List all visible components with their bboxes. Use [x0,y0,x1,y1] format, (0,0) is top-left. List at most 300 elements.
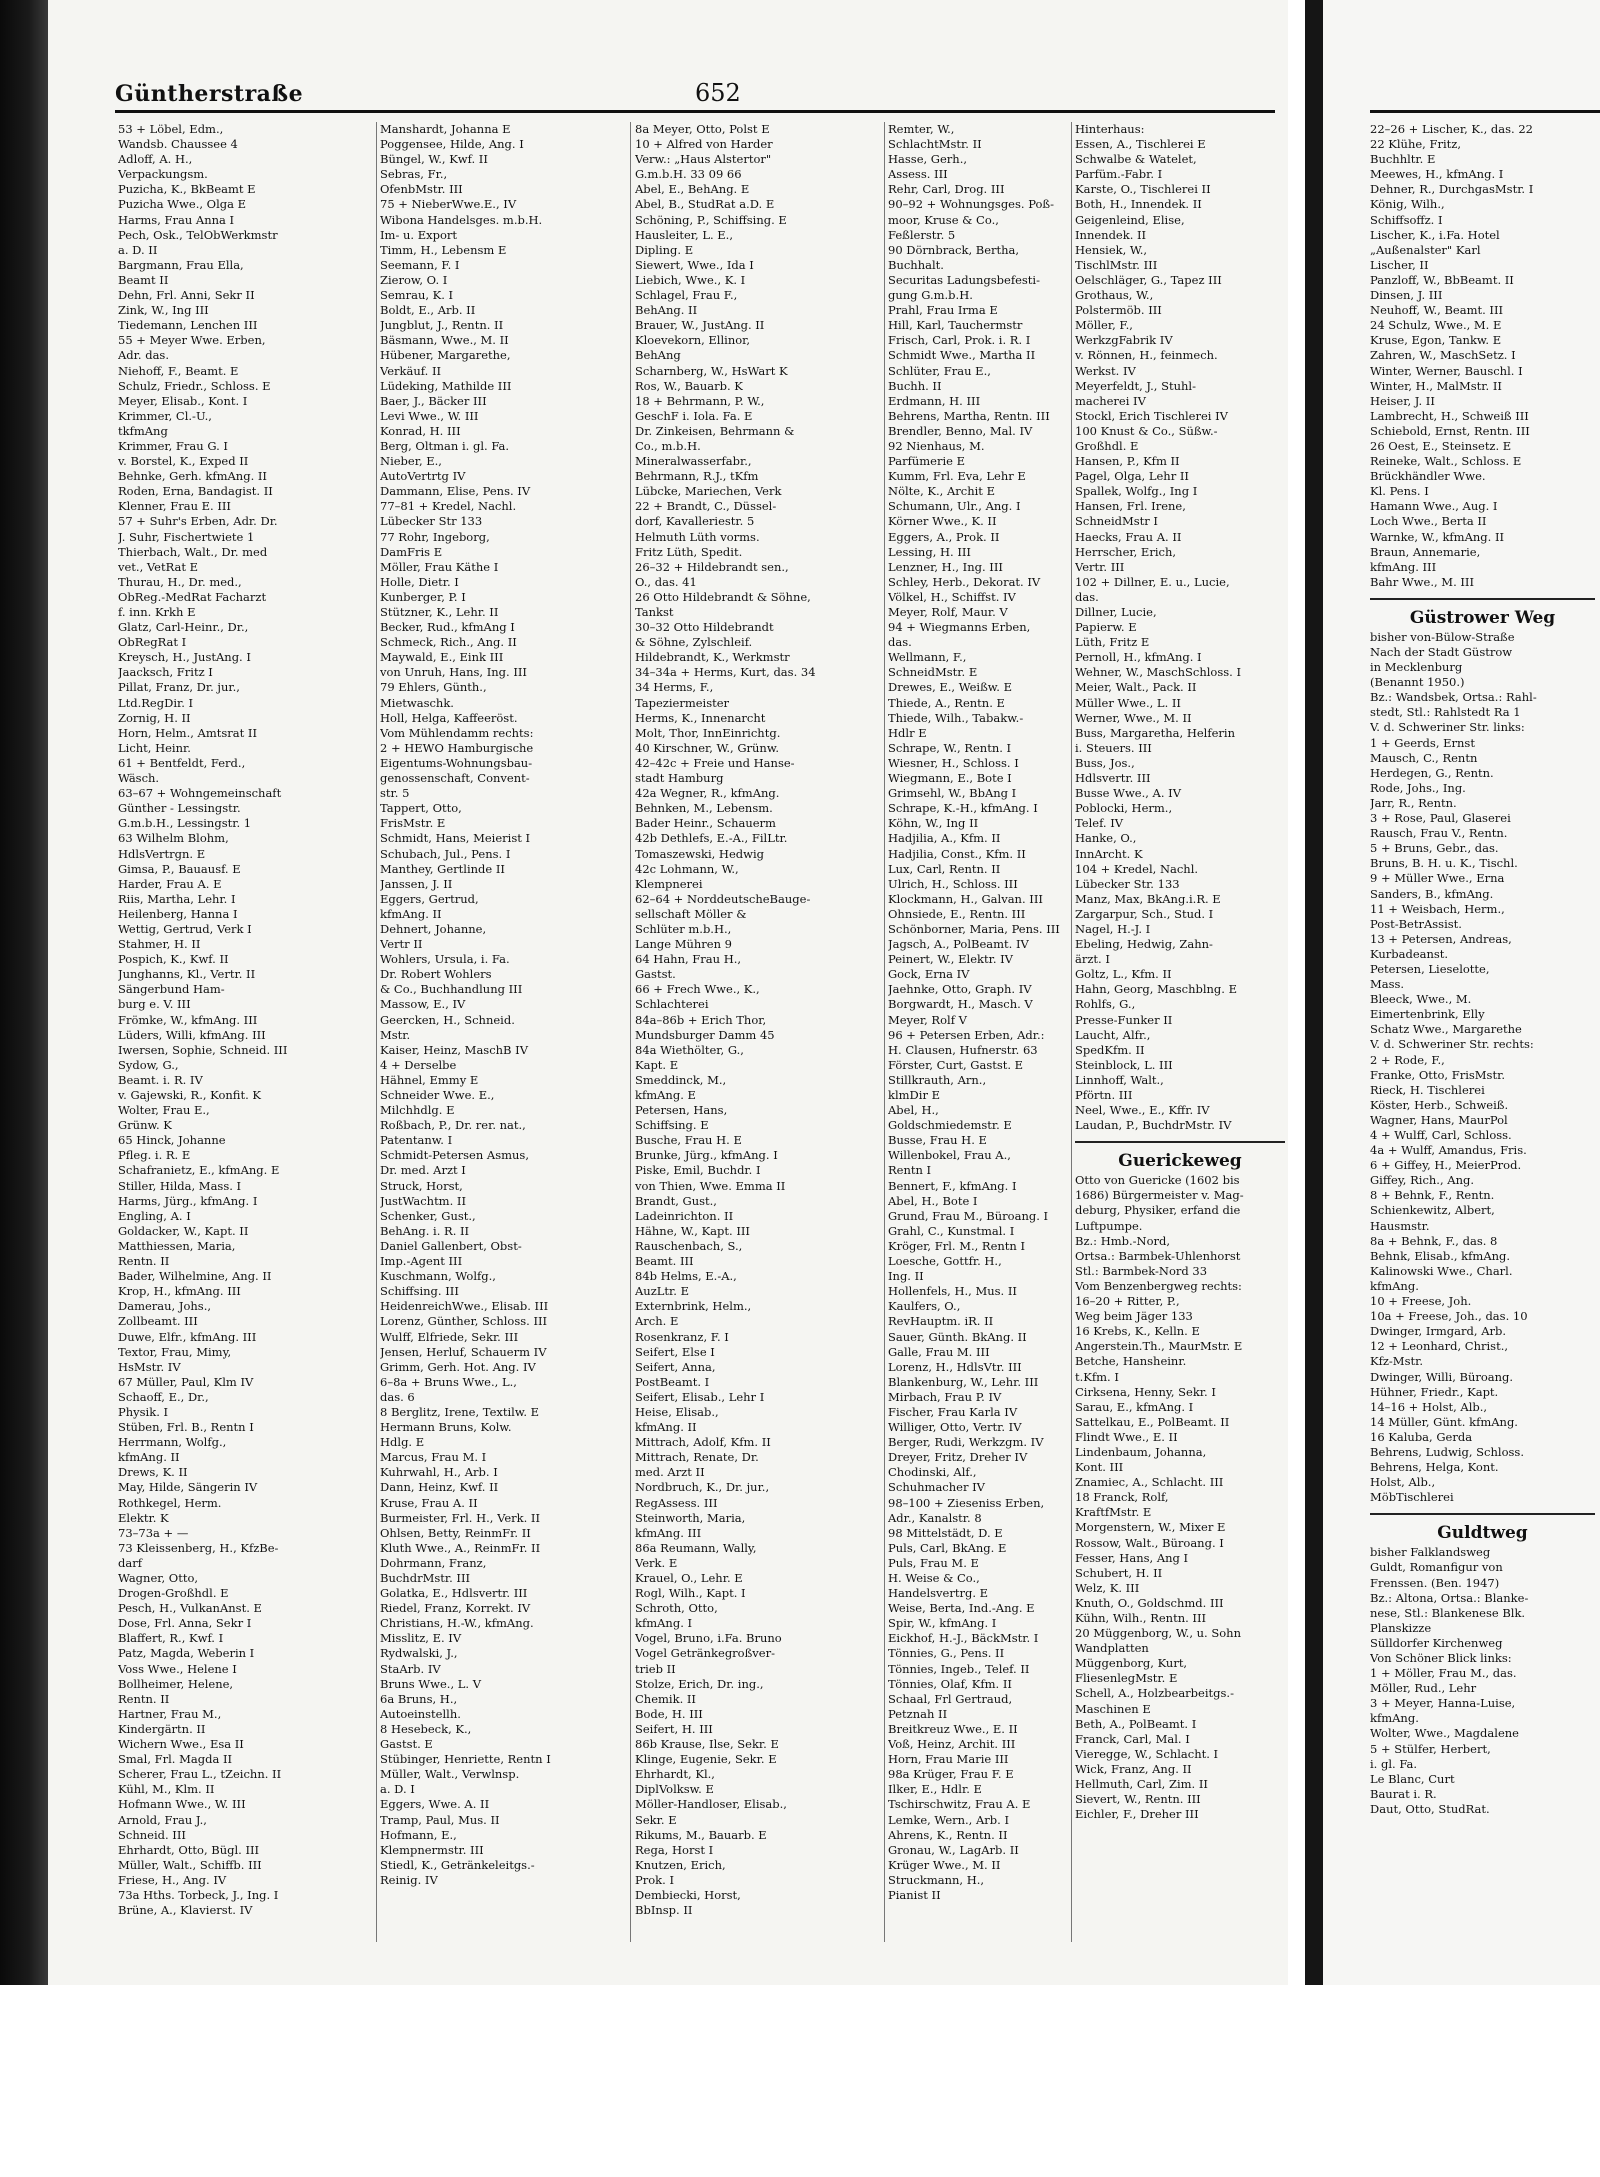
directory-entry: Brunke, Jürg., kfmAng. I [635,1148,778,1163]
directory-entry: 2 + Rode, F., [1370,1052,1445,1067]
directory-entry: Scharnberg, W., HsWart K [635,363,788,378]
directory-entry: Petersen, Lieselotte, [1370,961,1490,976]
directory-entry: Linnhoff, Walt., [1075,1072,1164,1087]
directory-entry: t.Kfm. I [1075,1369,1119,1384]
directory-entry: 77–81 + Kredel, Nachl. [380,499,517,514]
directory-entry: Seemann, F. I [380,257,460,272]
directory-entry: Neuhoff, W., Beamt. III [1370,303,1504,318]
directory-entry: Parfüm.-Fabr. I [1075,167,1163,182]
directory-entry: J. Suhr, Fischertwiete 1 [118,529,255,544]
directory-entry: Frömke, W., kfmAng. III [118,1012,258,1027]
directory-entry: Hildebrandt, K., Werkmstr [635,650,790,665]
directory-entry: Christians, H.-W., kfmAng. [380,1616,534,1631]
directory-entry: 5 + Bruns, Gebr., das. [1370,841,1499,856]
directory-entry: WerkzgFabrik IV [1075,333,1173,348]
directory-entry: Dillner, Lucie, [1075,605,1157,619]
directory-entry: Patz, Magda, Weberin I [118,1646,255,1661]
directory-entry: Marcus, Frau M. I [380,1450,487,1465]
directory-entry: Mietwaschk. [380,695,454,710]
directory-entry: Bz.: Hmb.-Nord, [1075,1233,1171,1248]
directory-entry: Stiedl, K., Getränkeleitgs.- [380,1857,535,1872]
directory-entry: Parfümerie E [888,454,965,469]
street-heading: Guldtweg [1437,1523,1528,1544]
directory-entry: Feßlerstr. 5 [888,227,956,242]
directory-entry: 22 + Brandt, C., Düssel- [635,499,777,514]
scan-bottom-margin [0,1985,1600,2177]
directory-entry: Polstermöb. III [1075,303,1162,318]
directory-entry: Chodinski, Alf., [888,1465,977,1480]
directory-entry: Fritz Lüth, Spedit. [635,544,743,559]
directory-entry: Tomaszewski, Hedwig [635,846,765,861]
directory-entry: das. [1075,589,1099,604]
directory-entry: Verpackungsm. [118,167,208,182]
directory-entry: Zornig, H. II [118,710,191,725]
directory-entry: Spir, W., kfmAng. I [888,1616,997,1631]
directory-entry: Mittrach, Adolf, Kfm. II [635,1435,771,1450]
directory-entry: Fischer, Frau Karla IV [888,1404,1018,1419]
directory-entry: Schmidt Wwe., Martha II [888,348,1036,363]
directory-entry: Smeddinck, M., [635,1072,727,1087]
directory-entry: AuzLtr. E [635,1284,689,1299]
directory-entry: HsMstr. IV [118,1359,181,1374]
directory-entry: 4 + Wulff, Carl, Schloss. [1370,1128,1512,1142]
directory-entry: Kindergärtn. II [118,1721,206,1736]
directory-entry: Ltd.RegDir. I [118,695,194,710]
directory-entry: Holle, Dietr. I [380,574,459,589]
directory-entry: Blaffert, R., Kwf. I [118,1631,224,1646]
directory-entry: Grund, Frau M., Büroang. I [888,1208,1049,1223]
directory-entry: Buchhalt. [888,257,944,272]
directory-entry: Hadjilia, A., Kfm. II [888,831,1001,846]
directory-entry: Schell, A., Holzbearbeitgs.- [1075,1686,1234,1701]
directory-entry: Milchhdlg. E [380,1103,455,1118]
directory-entry: Borgwardt, H., Masch. V [888,997,1033,1012]
directory-entry: FliesenlegMstr. E [1075,1671,1178,1686]
directory-entry: gung G.m.b.H. [888,288,973,303]
directory-entry: 63 Wilhelm Blohm, [118,831,229,846]
directory-entry: MöbTischlerei [1370,1490,1454,1505]
directory-entry: Vom Benzenbergweg rechts: [1075,1278,1242,1293]
facing-header-rule [1370,110,1600,113]
directory-entry: Vertr. III [1075,559,1125,574]
directory-entry: Nagel, H.-J. I [1075,921,1151,936]
directory-entry: Manz, Max, BkAng.i.R. E [1075,891,1221,906]
directory-entry: Schlüter m.b.H., [635,921,732,936]
directory-entry: Blankenburg, W., Lehr. III [888,1374,1039,1389]
directory-entry: 73 Kleissenberg, H., KfzBe- [118,1540,279,1555]
directory-entry: Seifert, H. III [635,1721,713,1736]
directory-entry: Bollheimer, Helene, [118,1676,234,1691]
directory-entry: Mundsburger Damm 45 [635,1027,775,1042]
directory-entry: König, Wilh., [1370,197,1445,212]
directory-entry: Ortsa.: Barmbek-Uhlenhorst [1075,1248,1241,1263]
column-divider [1071,122,1072,1942]
directory-entry: moor, Kruse & Co., [888,212,999,227]
directory-entry: a. D. I [380,1782,415,1797]
directory-entry: 62–64 + NorddeutscheBauge- [635,891,811,906]
directory-entry: Grünw. K [118,1118,172,1133]
directory-entry: Köster, Herb., Schweiß. [1370,1097,1509,1112]
directory-entry: PostBeamt. I [635,1374,710,1389]
directory-entry: Kühl, M., Klm. II [118,1782,215,1797]
directory-entry: 55 + Meyer Wwe. Erben, [118,333,266,348]
directory-entry: G.m.b.H. 33 09 66 [635,167,742,182]
directory-entry: Kuhrwahl, H., Arb. I [380,1465,498,1480]
directory-entry: Dehnert, Johanne, [380,921,487,936]
directory-entry: Jarr, R., Rentn. [1370,795,1457,810]
directory-entry: Laudan, P., BuchdrMstr. IV [1075,1118,1232,1133]
directory-entry: Gimsa, P., Bauausf. E [118,861,241,876]
directory-entry: Herrmann, Wolfg., [118,1435,227,1450]
directory-entry: Massow, E., IV [380,997,466,1012]
directory-entry: 42b Dethlefs, E.-A., FilLtr. [635,831,788,846]
directory-entry: Holst, Alb., [1370,1475,1436,1490]
directory-entry: Lange Mühren 9 [635,937,732,952]
directory-entry: tkfmAng [118,423,168,438]
directory-entry: Pernoll, H., kfmAng. I [1075,650,1202,665]
directory-entry: Hdlr E [888,725,927,740]
directory-entry: Ros, W., Bauarb. K [635,378,743,393]
directory-entry: 42c Lohmann, W., [635,861,739,876]
directory-entry: 92 Nienhaus, M. [888,438,985,453]
directory-entry: Semrau, K. I [380,288,454,303]
directory-entry: 10a + Freese, Joh., das. 10 [1370,1309,1528,1324]
directory-entry: 22 Klühe, Fritz, [1370,137,1461,152]
directory-entry: Thiede, Wilh., Tabakw.- [888,710,1024,725]
directory-entry: Ing. II [888,1269,924,1284]
directory-entry: Jagsch, A., PolBeamt. IV [888,937,1029,952]
directory-entry: Schaal, Frl Gertraud, [888,1691,1013,1706]
directory-entry: Von Schöner Blick links: [1370,1651,1512,1665]
directory-entry: 40 Kirschner, W., Grünw. [635,740,779,755]
directory-entry: Riis, Martha, Lehr. I [118,891,236,906]
directory-entry: Sängerbund Ham- [118,982,225,997]
directory-entry: Puls, Carl, BkAng. E [888,1540,1007,1555]
directory-entry: Papierw. E [1075,620,1137,635]
directory-entry: Loch Wwe., Berta II [1370,514,1487,529]
directory-entry: Grimsehl, W., BbAng I [888,786,1017,801]
directory-entry: v. Gajewski, R., Konfit. K [118,1088,261,1102]
directory-entry: Willenbokel, Frau A., [888,1148,1011,1163]
directory-entry: Schönborner, Maria, Pens. III [888,921,1060,936]
directory-entry: Lübecker Str 133 [380,514,483,529]
directory-entry: Bader Heinr., Schauerm [635,816,776,831]
directory-entry: Wohlers, Ursula, i. Fa. [380,952,510,967]
directory-entry: Frenssen. (Ben. 1947) [1370,1575,1500,1590]
directory-entry: 26 Oest, E., Steinsetz. E [1370,438,1512,453]
directory-entry: Niehoff, F., Beamt. E [118,363,239,378]
directory-entry: RegAssess. III [635,1495,718,1510]
directory-entry: Otto von Guericke (1602 bis [1075,1173,1240,1188]
directory-entry: 10 + Alfred von Harder [635,137,773,152]
directory-entry: Zollbeamt. III [118,1314,198,1329]
directory-entry: Drews, K. II [118,1465,188,1480]
directory-entry: Lenzner, H., Ing. III [888,559,1003,574]
directory-entry: Herrscher, Erich, [1075,544,1177,559]
directory-entry: Klockmann, H., Galvan. III [888,891,1043,906]
directory-entry: BehAng. i. R. II [380,1223,470,1238]
directory-entry: Laucht, Alfr., [1075,1027,1151,1042]
directory-entry: Maschinen E [1075,1701,1151,1716]
directory-entry: Presse-Funker II [1075,1012,1173,1027]
directory-entry: Wolter, Wwe., Magdalene [1370,1726,1519,1741]
directory-entry: Helmuth Lüth vorms. [635,529,760,544]
directory-entry: Rode, Johs., Ing. [1370,780,1466,795]
directory-entry: Wiesner, H., Schloss. I [888,755,1019,770]
directory-entry: Schneider Wwe. E., [380,1088,495,1102]
directory-entry: 1 + Möller, Frau M., das. [1370,1666,1517,1681]
directory-entry: H. Weise & Co., [888,1571,980,1585]
directory-entry: 42–42c + Freie und Hanse- [635,755,795,770]
street-heading: Guerickeweg [1118,1151,1242,1172]
directory-entry: Lemke, Wern., Arb. I [888,1812,1010,1827]
directory-entry: 4 + Derselbe [380,1057,457,1072]
directory-entry: Vogel, Bruno, i.Fa. Bruno [635,1631,782,1646]
directory-entry: Wellmann, F., [888,650,967,665]
directory-entry: 4a + Wulff, Amandus, Fris. [1370,1143,1527,1158]
directory-entry: Wäsch. [118,771,160,786]
directory-entry: a. D. II [118,242,158,257]
directory-entry: Seifert, Anna, [635,1359,716,1374]
directory-entry: Hadjilia, Const., Kfm. II [888,846,1026,861]
directory-entry: Förster, Curt, Gastst. E [888,1057,1024,1072]
directory-entry: Zink, W., Ing III [118,303,209,318]
directory-entry: Krimmer, Cl.-U., [118,408,212,423]
directory-entry: Vieregge, W., Schlacht. I [1075,1746,1219,1761]
directory-entry: Poblocki, Herm., [1075,801,1173,816]
directory-entry: Jensen, Herluf, Schauerm IV [380,1344,547,1359]
directory-entry: 3 + Rose, Paul, Glaserei [1370,811,1511,826]
directory-entry: 11 + Weisbach, Herm., [1370,901,1505,916]
directory-entry: Eigentums-Wohnungsbau- [380,755,533,770]
directory-entry: Hühner, Friedr., Kapt. [1370,1384,1499,1399]
directory-entry: Jaacksch, Fritz I [118,665,213,680]
directory-entry: Braun, Annemarie, [1370,544,1481,559]
directory-entry: stedt, Stl.: Rahlstedt Ra 1 [1370,705,1521,720]
directory-entry: Janssen, J. II [380,876,453,891]
directory-entry: 18 + Behrmann, P. W., [635,393,765,408]
directory-entry: Sülldorfer Kirchenweg [1370,1635,1503,1650]
directory-entry: Sattelkau, E., PolBeamt. II [1075,1414,1230,1429]
directory-entry: JustWachtm. II [380,1193,466,1208]
directory-entry: Rieck, H. Tischlerei [1370,1082,1485,1097]
directory-entry: kfmAng. [1370,1278,1419,1293]
directory-entry: Busse, Frau H. E [888,1133,987,1148]
directory-entry: Hanke, O., [1075,831,1137,846]
directory-entry: Winter, Werner, Bauschl. I [1370,363,1523,378]
directory-entry: Boldt, E., Arb. II [380,303,476,318]
directory-entry: Müller, Walt., Schiffb. III [118,1857,262,1872]
directory-entry: Heilenberg, Hanna I [118,906,238,921]
directory-entry: Erdmann, H. III [888,393,981,408]
directory-entry: Piske, Emil, Buchdr. I [635,1163,761,1178]
directory-entry: Rausch, Frau V., Rentn. [1370,826,1508,841]
directory-entry: Tapeziermeister [635,695,730,710]
directory-entry: Wandplatten [1075,1641,1149,1656]
directory-entry: FrisMstr. E [380,816,446,831]
directory-entry: Schmeck, Rich., Ang. II [380,635,517,650]
directory-entry: Adr. das. [118,348,169,363]
directory-entry: Knuth, O., Goldschmd. III [1075,1595,1224,1610]
directory-entry: Innendek. II [1075,227,1147,242]
directory-entry: 3 + Meyer, Hanna-Luise, [1370,1696,1516,1711]
directory-entry: Puzicha, K., BkBeamt E [118,182,256,197]
directory-entry: TischlMstr. III [1075,257,1158,272]
directory-entry: 1 + Geerds, Ernst [1370,735,1475,750]
directory-entry: Behrens, Helga, Kont. [1370,1460,1499,1475]
directory-entry: Schneid. III [118,1827,186,1842]
directory-entry: Co., m.b.H. [635,438,701,453]
directory-entry: 98 Mittelstädt, D. E [888,1525,1003,1540]
section-rule [1075,1133,1285,1143]
directory-entry: 8a + Behnk, F., das. 8 [1370,1233,1498,1248]
directory-entry: 84a–86b + Erich Thor, [635,1012,767,1027]
directory-entry: Behrens, Ludwig, Schloss. [1370,1444,1524,1459]
directory-entry: Both, H., Innendek. II [1075,197,1202,212]
directory-entry: Meewes, H., kfmAng. I [1370,167,1504,182]
directory-entry: 12 + Leonhard, Christ., [1370,1339,1508,1354]
directory-entry: 98a Krüger, Frau F. E [888,1767,1014,1782]
directory-entry: Krimmer, Frau G. I [118,438,228,453]
directory-entry: 102 + Dillner, E. u., Lucie, [1075,574,1230,589]
directory-entry: Baurat i. R. [1370,1786,1437,1801]
directory-entry: Rentn I [888,1163,932,1178]
directory-entry: Hinterhaus: [1075,122,1145,136]
directory-entry: 98–100 + Zieseniss Erben, [888,1495,1045,1510]
directory-entry: Möller, F., [1075,318,1133,333]
directory-entry: Wehner, W., MaschSchloss. I [1075,665,1241,680]
directory-entry: Kaiser, Heinz, MaschB IV [380,1042,529,1057]
directory-entry: Hasse, Gerh., [888,152,968,167]
directory-entry: Smal, Frl. Magda II [118,1752,233,1767]
directory-entry: Kl. Pens. I [1370,484,1429,499]
directory-entry: Lindenbaum, Johanna, [1075,1444,1207,1459]
directory-entry: Müggenborg, Kurt, [1075,1656,1188,1671]
directory-entry: BuchdrMstr. III [380,1571,471,1585]
directory-entry: Peinert, W., Elektr. IV [888,952,1013,967]
directory-entry: Struckmann, H., [888,1872,985,1887]
directory-entry: Textor, Frau, Mimy, [118,1344,232,1359]
directory-entry: Pförtn. III [1075,1088,1133,1102]
directory-entry: Dr. Robert Wohlers [380,967,492,982]
directory-entry: Beamt. i. R. IV [118,1072,203,1087]
directory-entry: trieb II [635,1661,676,1676]
directory-entry: 22–26 + Lischer, K., das. 22 [1370,122,1533,136]
directory-entry: deburg, Physiker, erfand die [1075,1203,1241,1218]
directory-entry: Ulrich, H., Schloss. III [888,876,1018,891]
directory-entry: kfmAng. II [118,1450,180,1465]
directory-entry: Pfleg. i. R. E [118,1148,191,1163]
directory-entry: Brüne, A., Klavierst. IV [118,1903,253,1918]
directory-entry: Günther - Lessingstr. [118,801,241,816]
directory-entry: 64 Hahn, Frau H., [635,952,742,967]
directory-entry: 66 + Frech Wwe., K., [635,982,760,997]
directory-entry: 8a Meyer, Otto, Polst E [635,122,770,136]
directory-entry: Loesche, Gottfr. H., [888,1254,1002,1269]
directory-entry: Arnold, Frau J., [118,1812,207,1827]
directory-entry: Rega, Horst I [635,1842,714,1857]
directory-entry: Adr., Kanalstr. 8 [888,1510,982,1525]
directory-entry: Schwalbe & Watelet, [1075,152,1197,167]
directory-entry: Schafranietz, E., kfmAng. E [118,1163,280,1178]
directory-entry: Seifert, Elisab., Lehr I [635,1389,765,1404]
directory-entry: Goltz, L., Kfm. II [1075,967,1172,982]
directory-entry: Meyer, Elisab., Kont. I [118,393,248,408]
directory-entry: Roden, Erna, Bandagist. II [118,484,273,499]
directory-entry: sellschaft Möller & [635,906,747,921]
directory-entry: Schlagel, Frau F., [635,288,738,303]
directory-entry: Pech, Osk., TelObWerkmstr [118,227,278,242]
directory-entry: Kapt. E [635,1057,679,1072]
directory-entry: Kruse, Frau A. II [380,1495,478,1510]
directory-entry: Prahl, Frau Irma E [888,303,998,318]
directory-entry: Liebich, Wwe., K. I [635,272,746,287]
directory-entry: 6 + Giffey, H., MeierProd. [1370,1158,1522,1173]
directory-entry: Kumm, Frl. Eva, Lehr E [888,469,1026,484]
directory-entry: 90–92 + Wohnungsges. Poß- [888,197,1054,212]
directory-entry: OfenbMstr. III [380,182,463,197]
directory-entry: stadt Hamburg [635,771,724,786]
directory-entry: Mass. [1370,977,1405,992]
directory-entry: & Söhne, Zylschleif. [635,635,753,650]
directory-entry: Siewert, Wwe., Ida I [635,257,754,272]
directory-entry: Abel, H., Bote I [888,1193,978,1208]
directory-entry: klmDir E [888,1088,940,1102]
directory-entry: burg e. V. III [118,997,191,1012]
directory-column-4 [888,122,1070,1952]
directory-entry: DamFris E [380,544,443,559]
directory-entry: Ahrens, K., Rentn. II [888,1827,1008,1842]
directory-entry: kfmAng. I [635,1616,693,1631]
directory-entry: 86b Krause, Ilse, Sekr. E [635,1737,779,1752]
directory-entry: Golatka, E., Hdlsvertr. III [380,1586,528,1601]
directory-entry: 16 Krebs, K., Kelln. E [1075,1324,1200,1339]
directory-entry: Lübecker Str. 133 [1075,876,1180,891]
directory-entry: Sarau, E., kfmAng. I [1075,1399,1194,1414]
directory-entry: SpedKfm. II [1075,1042,1145,1057]
directory-entry: Weise, Berta, Ind.-Ang. E [888,1601,1035,1616]
directory-entry: Puls, Frau M. E [888,1555,979,1570]
directory-entry: Fesser, Hans, Ang I [1075,1550,1189,1565]
header-rule [115,110,1275,113]
directory-entry: Damerau, Johs., [118,1299,212,1314]
directory-entry: Reineke, Walt., Schloss. E [1370,454,1522,469]
directory-entry: Körner Wwe., K. II [888,514,997,529]
directory-entry: Wichern Wwe., Esa II [118,1737,244,1752]
directory-entry: Knutzen, Erich, [635,1857,726,1872]
directory-entry: Poggensee, Hilde, Ang. I [380,137,524,152]
directory-entry: Zierow, O. I [380,272,448,287]
directory-entry: Handelsvertrg. E [888,1586,989,1601]
directory-entry: Remter, W., [888,122,955,136]
directory-entry: Guldt, Romanfigur von [1370,1560,1503,1575]
directory-entry: AutoVertrtg IV [380,469,466,484]
directory-entry: Horn, Frau Marie III [888,1752,1009,1767]
directory-entry: Panzloff, W., BbBeamt. II [1370,272,1514,287]
directory-entry: SchlachtMstr. II [888,137,982,152]
directory-entry: Tönnies, Olaf, Kfm. II [888,1676,1012,1691]
directory-entry: Gastst. [635,967,676,982]
directory-entry: BehAng [635,348,681,363]
directory-entry: SchneidMstr I [1075,514,1158,529]
directory-entry: Dose, Frl. Anna, Sekr I [118,1616,252,1631]
directory-entry: Riedel, Franz, Korrekt. IV [380,1601,531,1616]
directory-entry: Galle, Frau M. III [888,1344,990,1359]
directory-entry: Autoeinstellh. [380,1706,461,1721]
directory-entry: Lüdeking, Mathilde III [380,378,512,393]
directory-entry: Dehn, Frl. Anni, Sekr II [118,288,255,303]
directory-entry: V. d. Schweriner Str. rechts: [1370,1037,1534,1052]
